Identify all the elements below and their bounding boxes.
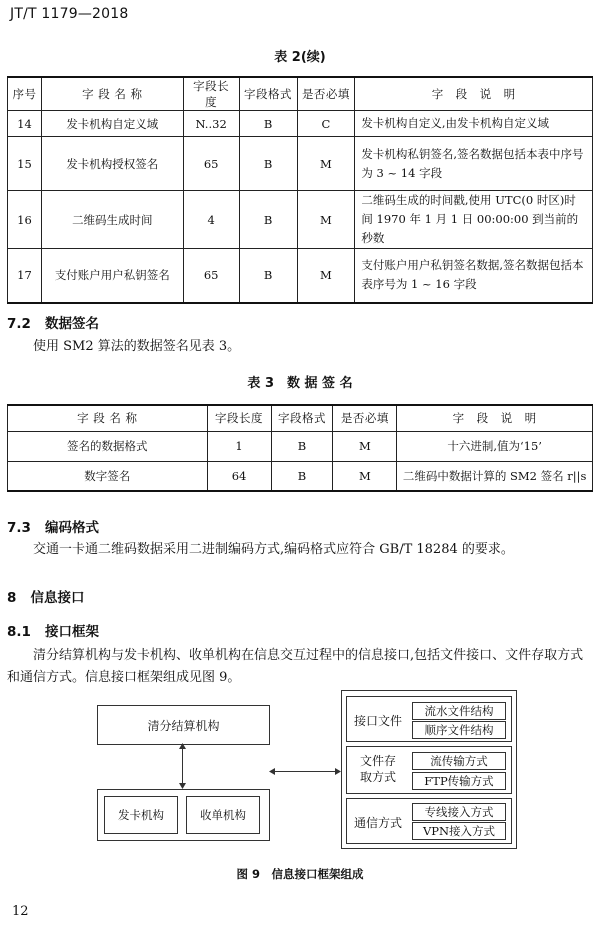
table-cell: 发卡机构授权签名 <box>41 137 183 191</box>
page-number: 12 <box>12 904 29 919</box>
table-cell: 14 <box>8 111 42 137</box>
table2-col-5: 字 段 说 明 <box>355 77 593 111</box>
table3-col-2: 字段格式 <box>271 405 333 431</box>
table-cell: 65 <box>183 249 239 303</box>
stream-transfer-box: 流传输方式 <box>412 752 506 770</box>
table3-col-0: 字 段 名 称 <box>8 405 208 431</box>
table-row <box>8 137 593 191</box>
table-cell: 16 <box>8 191 42 249</box>
communication-label: 通信方式 <box>353 816 402 830</box>
section-title: 编码格式 <box>45 520 100 536</box>
table-cell: M <box>333 431 397 461</box>
table-cell: 发卡机构自定义,由发卡机构自定义域 <box>355 111 593 137</box>
table-cell: C <box>297 111 355 137</box>
table-row <box>8 191 593 249</box>
interface-container <box>341 690 517 849</box>
table-cell: 65 <box>183 137 239 191</box>
table-cell: 十六进制,值为‘15’ <box>397 431 593 461</box>
section-8-1-text-line1: 清分结算机构与发卡机构、收单机构在信息交互过程中的信息接口,包括文件接口、文件存取方式 <box>33 648 584 663</box>
table-cell: 二维码生成的时间戳,使用 UTC(0 时区)时间 1970 年 1 月 1 日 00:00:00 到当前的秒数 <box>355 191 593 249</box>
table3 <box>7 404 593 492</box>
table-cell: 4 <box>183 191 239 249</box>
section-title: 信息接口 <box>30 590 85 606</box>
table-row <box>8 461 593 491</box>
table-cell: 1 <box>207 431 271 461</box>
table3-col-1: 字段长度 <box>207 405 271 431</box>
section-7-3-text: 交通一卡通二维码数据采用二进制编码方式,编码格式应符合 GB/T 18284 的要求。 <box>33 542 514 557</box>
table3-header-row <box>8 405 593 431</box>
table-cell: 二维码中数据计算的 SM2 签名 r||s <box>397 461 593 491</box>
vertical-arrow-heads <box>178 743 187 789</box>
table2-header-row <box>8 77 593 111</box>
vpn-access-box: VPN接入方式 <box>412 822 506 840</box>
table2 <box>7 76 593 304</box>
table-cell: 发卡机构私钥签名,签名数据包括本表中序号为 3 ~ 14 字段 <box>355 137 593 191</box>
section-title: 接口框架 <box>45 624 100 640</box>
interface-file-group <box>346 696 512 742</box>
section-8-1-text-line2: 和通信方式。信息接口框架组成见图 9。 <box>7 670 241 685</box>
table-row <box>8 249 593 303</box>
table-cell: 15 <box>8 137 42 191</box>
interface-file-label: 接口文件 <box>353 714 402 728</box>
table-cell: B <box>239 249 297 303</box>
horizontal-arrow-heads <box>269 767 341 776</box>
section-7-3-heading <box>7 516 99 536</box>
table-cell: B <box>239 111 297 137</box>
section-number: 8 <box>7 590 17 606</box>
table-cell: B <box>239 137 297 191</box>
section-7-2-heading <box>7 312 99 332</box>
table-row <box>8 431 593 461</box>
table-cell: M <box>297 137 355 191</box>
table3-caption: 表 3 数 据 签 名 <box>247 376 353 391</box>
table-cell: 签名的数据格式 <box>8 431 208 461</box>
flow-file-structure-box: 流水文件结构 <box>412 702 506 720</box>
issuer-acquirer-container <box>97 789 270 841</box>
table3-col-3: 是否必填 <box>333 405 397 431</box>
table2-caption: 表 2(续) <box>274 50 326 65</box>
section-8-heading <box>7 586 85 606</box>
table-cell: 17 <box>8 249 42 303</box>
clearing-box <box>97 705 270 745</box>
acquirer-box: 收单机构 <box>186 796 260 834</box>
file-access-label <box>347 753 409 785</box>
table-cell: N..32 <box>183 111 239 137</box>
table2-col-4: 是否必填 <box>297 77 355 111</box>
file-access-group <box>346 746 512 794</box>
table-cell: B <box>239 191 297 249</box>
standard-number: JT/T 1179—2018 <box>10 6 129 22</box>
table-cell: M <box>297 249 355 303</box>
table-cell: B <box>271 431 333 461</box>
table-cell: 支付账户用户私钥签名数据,签名数据包括本表序号为 1 ~ 16 字段 <box>355 249 593 303</box>
figure9-caption: 图 9 信息接口框架组成 <box>236 867 364 881</box>
file-access-label-line2: 取方式 <box>359 770 396 784</box>
table-cell: 发卡机构自定义域 <box>41 111 183 137</box>
table2-col-0: 序号 <box>8 77 42 111</box>
table2-col-3: 字段格式 <box>239 77 297 111</box>
table-cell: 64 <box>207 461 271 491</box>
section-number: 7.3 <box>7 520 31 536</box>
section-8-1-heading <box>7 620 99 640</box>
issuer-box: 发卡机构 <box>104 796 178 834</box>
table-cell: M <box>297 191 355 249</box>
section-title: 数据签名 <box>45 316 100 332</box>
file-access-label-line1: 文件存 <box>359 754 396 768</box>
table-cell: M <box>333 461 397 491</box>
ftp-transfer-box: FTP传输方式 <box>412 772 506 790</box>
section-7-2-text: 使用 SM2 算法的数据签名见表 3。 <box>33 339 241 354</box>
table-cell: 支付账户用户私钥签名 <box>41 249 183 303</box>
table3-col-4: 字 段 说 明 <box>397 405 593 431</box>
table2-col-2: 字段长度 <box>183 77 239 111</box>
section-number: 8.1 <box>7 624 31 640</box>
dedicated-line-box: 专线接入方式 <box>412 803 506 821</box>
table-row <box>8 111 593 137</box>
table-cell: B <box>271 461 333 491</box>
clearing-label: 清分结算机构 <box>147 719 220 733</box>
table-cell: 二维码生成时间 <box>41 191 183 249</box>
sequential-file-structure-box: 顺序文件结构 <box>412 721 506 739</box>
communication-group <box>346 798 512 844</box>
section-number: 7.2 <box>7 316 31 332</box>
table2-col-1: 字 段 名 称 <box>41 77 183 111</box>
table-cell: 数字签名 <box>8 461 208 491</box>
